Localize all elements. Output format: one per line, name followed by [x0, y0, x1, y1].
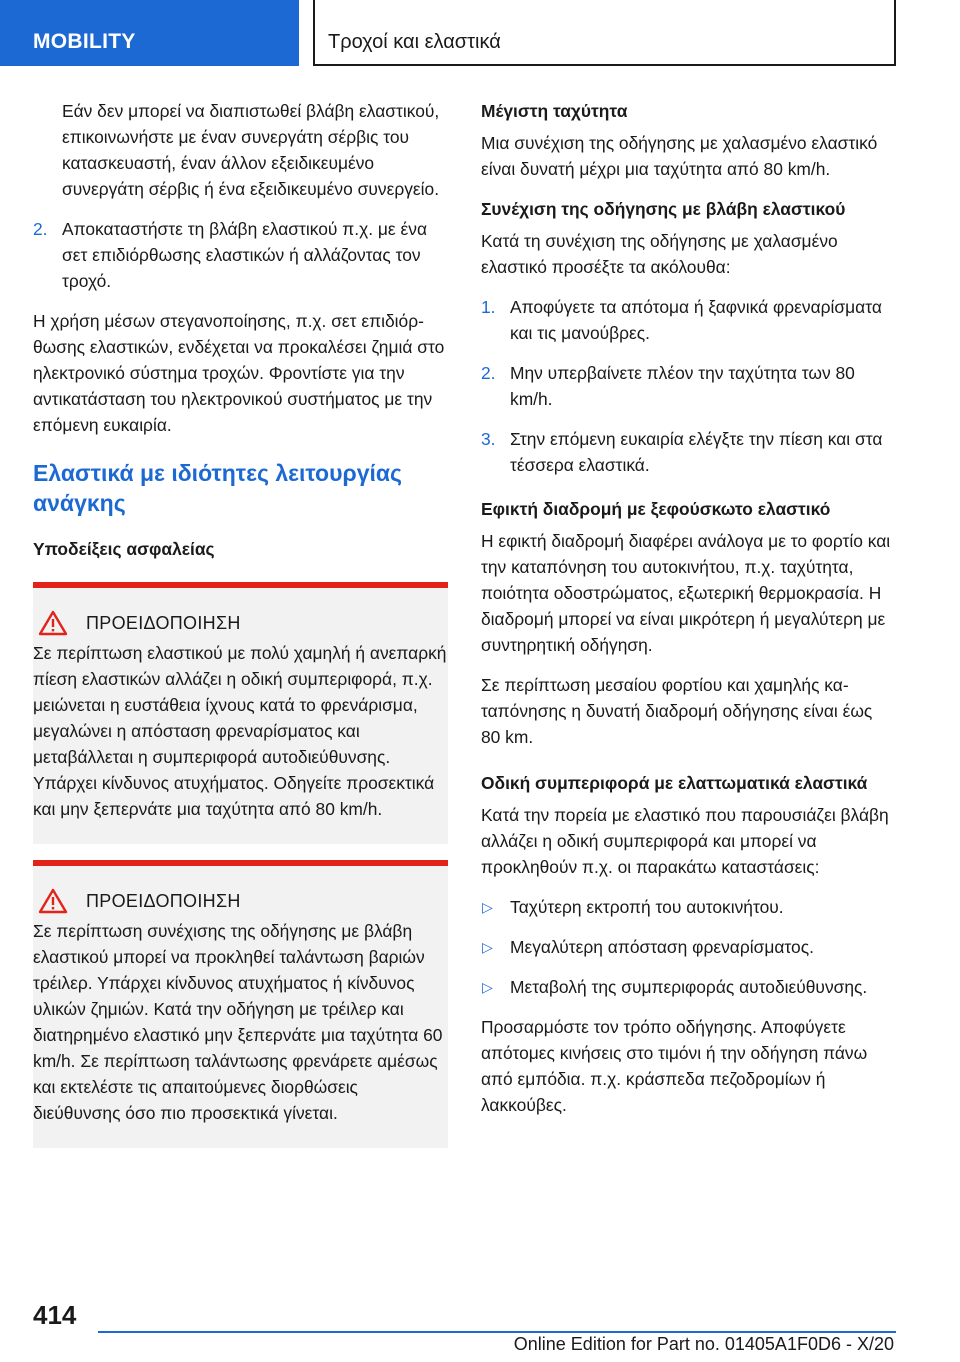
warning-header — [33, 610, 448, 636]
behavior-intro: Κατά την πορεία με ελαστικό που παρουσιάζει βλάβη αλλάζει η οδική συμπεριφορά και μπορεί να προκληθούν π.χ. οι παρακάτω καταστάσεις: — [481, 805, 889, 877]
step-text: Αποφύγετε τα απότομα ή ξαφνικά φρεναρίσματα και τις μανούβρες. — [510, 297, 882, 343]
warning-box — [33, 582, 448, 844]
list-item-text: Μεταβολή της συμπεριφοράς αυτοδιεύθυνσης. — [510, 977, 868, 997]
step-item — [33, 216, 448, 294]
chapter-title: Τροχοί και ελαστικά — [313, 0, 896, 66]
step-text: Μην υπερβαίνετε πλέον την ταχύτητα των 80 km/h. — [510, 363, 855, 409]
step-number: 2. — [33, 219, 48, 239]
step-text: Αποκαταστήστε τη βλάβη ελαστικού π.χ. με ένα σετ επιδιόρθωσης ελαστικών ή αλλάζοντας τον τροχό. — [62, 219, 427, 291]
list-item — [481, 934, 896, 960]
edition-footer: Online Edition for Part no. 01405A1F0D6 - X/20 — [513, 1334, 894, 1354]
range-heading: Εφικτή διαδρομή με ξεφούσκωτο ελαστικό — [481, 499, 831, 519]
list-item-text: Μεγαλύτερη απόσταση φρεναρίσματος. — [510, 937, 814, 957]
page-header — [0, 0, 960, 66]
step-number: 2. — [481, 363, 496, 383]
triangle-bullet-icon: ▷ — [482, 939, 493, 955]
section-heading: Ελαστικά με ιδιότητες λειτουργίας ανάγκης — [33, 460, 402, 516]
page-number: 414 — [33, 1300, 77, 1330]
max-speed-text: Μια συνέχιση της οδήγησης με χαλασμένο ελαστικό είναι δυνατή μέχρι μια ταχύτητα από 80 km/h. — [481, 133, 878, 179]
warning-title: ΠΡΟΕΙΔΟΠΟΙΗΣΗ — [86, 891, 241, 911]
step-text: Στην επόμενη ευκαιρία ελέγξτε την πίεση και στα τέσσερα ελαστικά. — [510, 429, 883, 475]
range-text: Η εφικτή διαδρομή διαφέρει ανάλογα με το φορτίο και την καταπόνηση του αυτοκινήτου, π.χ. ταχύτητα, ποιότητα οδοστρώματος, εξωτερική θερμοκρασία. Η διαδρομή μπορεί να είναι μικρότερη ή μεγαλύτερη με συντηρητική οδήγηση. — [481, 531, 891, 655]
list-item-text: Ταχύτερη εκτροπή του αυτοκινήτου. — [510, 897, 784, 917]
warning-text: Σε περίπτωση ελαστικού με πολύ χαμηλή ή ανεπαρκή πίεση ελαστικών αλλάζει η οδική συμπεριφορά, π.χ. μειώνεται η ευστάθεια ίχνους κατά το φρενάρισμα, μεγαλώνει η απόσταση φρεναρίσματος και μεταβάλλεται η συμπεριφορά αυτοδιεύθυνσης. Υπάρχει κίνδυνος ατυχήματος. Οδηγείτε προσεκτικά και μην ξεπερνάτε μια ταχύτητα από 80 km/h. — [33, 643, 447, 819]
left-column — [33, 98, 448, 1164]
footer-divider — [98, 1331, 896, 1333]
max-speed-heading: Μέγιστη ταχύτητα — [481, 101, 628, 121]
list-item — [481, 974, 896, 1000]
closing-paragraph: Προσαρμόστε τον τρόπο οδήγησης. Αποφύγετε απότομες κινήσεις στο τιμόνι ή την οδήγηση πάνω από εμπόδια. π.χ. κράσπεδα πεζοδρομίων ή λακκούβες. — [481, 1017, 868, 1115]
warning-header — [33, 888, 448, 914]
safety-heading: Υποδείξεις ασφαλείας — [33, 539, 215, 559]
step-number: 1. — [481, 297, 496, 317]
warning-title: ΠΡΟΕΙΔΟΠΟΙΗΣΗ — [86, 613, 241, 633]
list-item — [481, 894, 896, 920]
right-column — [481, 98, 896, 1132]
range-text: Σε περίπτωση μεσαίου φορτίου και χαμηλής καταπόνησης η δυνατή διαδρομή οδήγησης είναι έως 80 km. — [481, 675, 873, 747]
continue-heading: Συνέχιση της οδήγησης με βλάβη ελαστικού — [481, 199, 846, 219]
behavior-heading: Οδική συμπεριφορά με ελαττωματικά ελαστικά — [481, 773, 868, 793]
intro-paragraph: Εάν δεν μπορεί να διαπιστωθεί βλάβη ελαστικού, επικοινωνήστε με έναν συνεργάτη σέρβις του κατασκευαστή, έναν άλλον εξειδικευμένο συνεργάτη σέρβις ή ένα εξειδικευμένο συνεργείο. — [62, 101, 440, 199]
section-tab: MOBILITY — [0, 0, 299, 66]
warning-triangle-icon — [38, 610, 68, 636]
step-item — [481, 426, 896, 478]
step-item — [481, 294, 896, 346]
triangle-bullet-icon: ▷ — [482, 979, 493, 995]
sealant-note: Η χρήση μέσων στεγανοποίησης, π.χ. σετ επιδιόρθωσης ελαστικών, ενδέχεται να προκαλέσει ζημιά στο ηλεκτρονικό σύστημα τροχών. Φροντίστε για την αντικατάσταση του ηλεκτρονικού συστήματος με την επόμενη ευκαιρία. — [33, 311, 445, 435]
warning-text: Σε περίπτωση συνέχισης της οδήγησης με βλάβη ελαστικού μπορεί να προκληθεί ταλάντωση βαριών τρέιλερ. Υπάρχει κίνδυνος ατυχήματος ή κίνδυνος υλικών ζημιών. Κατά την οδήγηση με τρέιλερ και διατηρημένο ελαστικό μην ξεπερνάτε μια ταχύτητα 60 km/h. Σε περίπτωση ταλάντωσης φρενάρετε αμέσως και εκτελέστε τις απαιτούμενες διορθώσεις διεύθυνσης όσο πιο προσεκτικά γίνεται. — [33, 921, 443, 1123]
continue-intro: Κατά τη συνέχιση της οδήγησης με χαλασμένο ελαστικό προσέξτε τα ακόλουθα: — [481, 231, 838, 277]
step-item — [481, 360, 896, 412]
warning-triangle-icon — [38, 888, 68, 914]
step-number: 3. — [481, 429, 496, 449]
warning-box — [33, 860, 448, 1148]
triangle-bullet-icon: ▷ — [482, 899, 493, 915]
